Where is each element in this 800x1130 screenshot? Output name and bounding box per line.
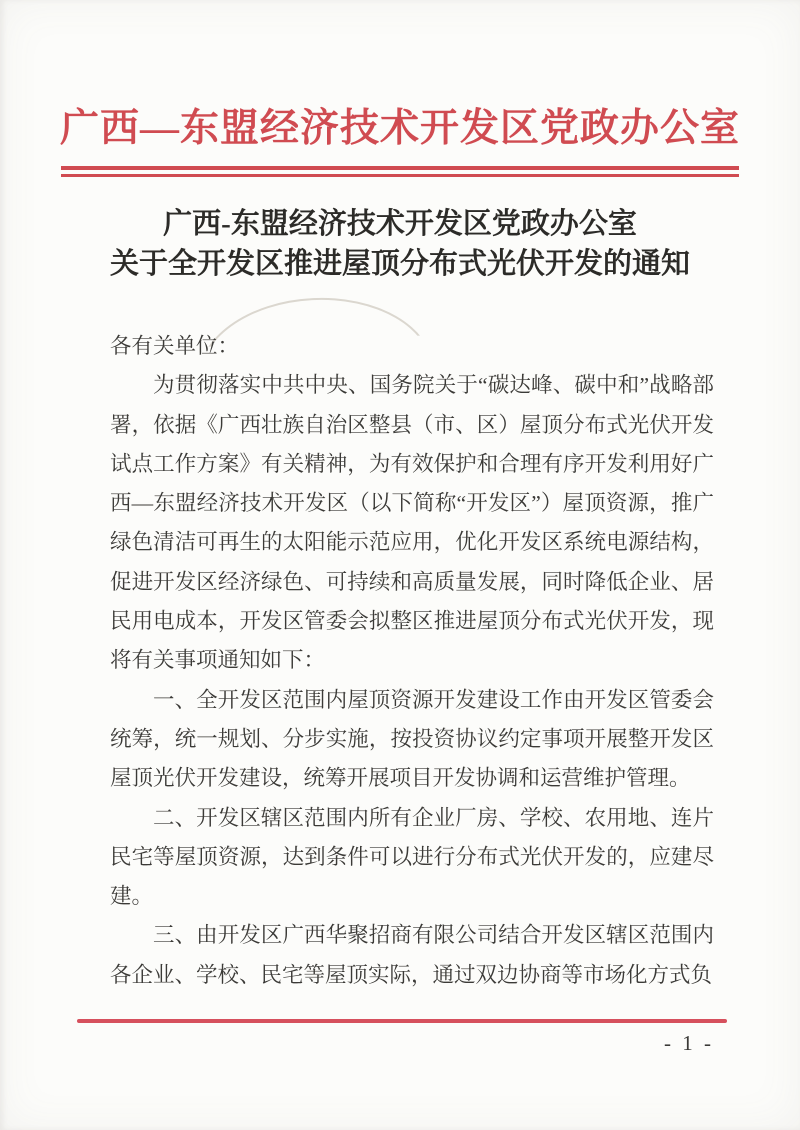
- document-title-line2: 关于全开发区推进屋顶分布式光伏开发的通知: [109, 248, 690, 280]
- document-title: [0, 204, 800, 284]
- paragraph-item-1: 一、全开发区范围内屋顶资源开发建设工作由开发区管委会统筹，统一规划、分步实施，按投资协议约定事项开展整开发区屋顶光伏开发建设，统筹开展项目开发协调和运营维护管理。: [110, 687, 714, 791]
- paragraph-item-3: 三、由开发区广西华聚招商有限公司结合开发区辖区范围内各企业、学校、民宅等屋顶实际，通过双边协商等市场化方式负: [110, 923, 714, 987]
- paragraph-item-2: 二、开发区辖区范围内所有企业厂房、学校、农用地、连片民宅等屋顶资源，达到条件可以进行分布式光伏开发的，应建尽建。: [110, 805, 714, 909]
- footer-rule: [77, 1019, 727, 1023]
- letterhead-double-rule: [61, 166, 739, 177]
- paragraph-intro: 为贯彻落实中共中央、国务院关于“碳达峰、碳中和”战略部署，依据《广西壮族自治区整县（市、区）屋顶分布式光伏开发试点工作方案》有关精神，为有效保护和合理有序开发利用好广西—东盟经济技术开发区（以下简称“开发区”）屋顶资源，推广绿色清洁可再生的太阳能示范应用，优化开发区系统电源结构，促进开发区经济绿色、可持续和高质量发展，同时降低企业、居民用电成本，开发区管委会拟整区推进屋顶分布式光伏开发，现将有关事项通知如下：: [110, 373, 714, 673]
- document-title-line1: 广西-东盟经济技术开发区党政办公室: [163, 208, 637, 240]
- page-number: - 1 -: [664, 1031, 714, 1055]
- document-body: [110, 327, 714, 995]
- letterhead-org-name: 广西—东盟经济技术开发区党政办公室: [59, 107, 740, 150]
- salutation: 各有关单位：: [110, 334, 240, 358]
